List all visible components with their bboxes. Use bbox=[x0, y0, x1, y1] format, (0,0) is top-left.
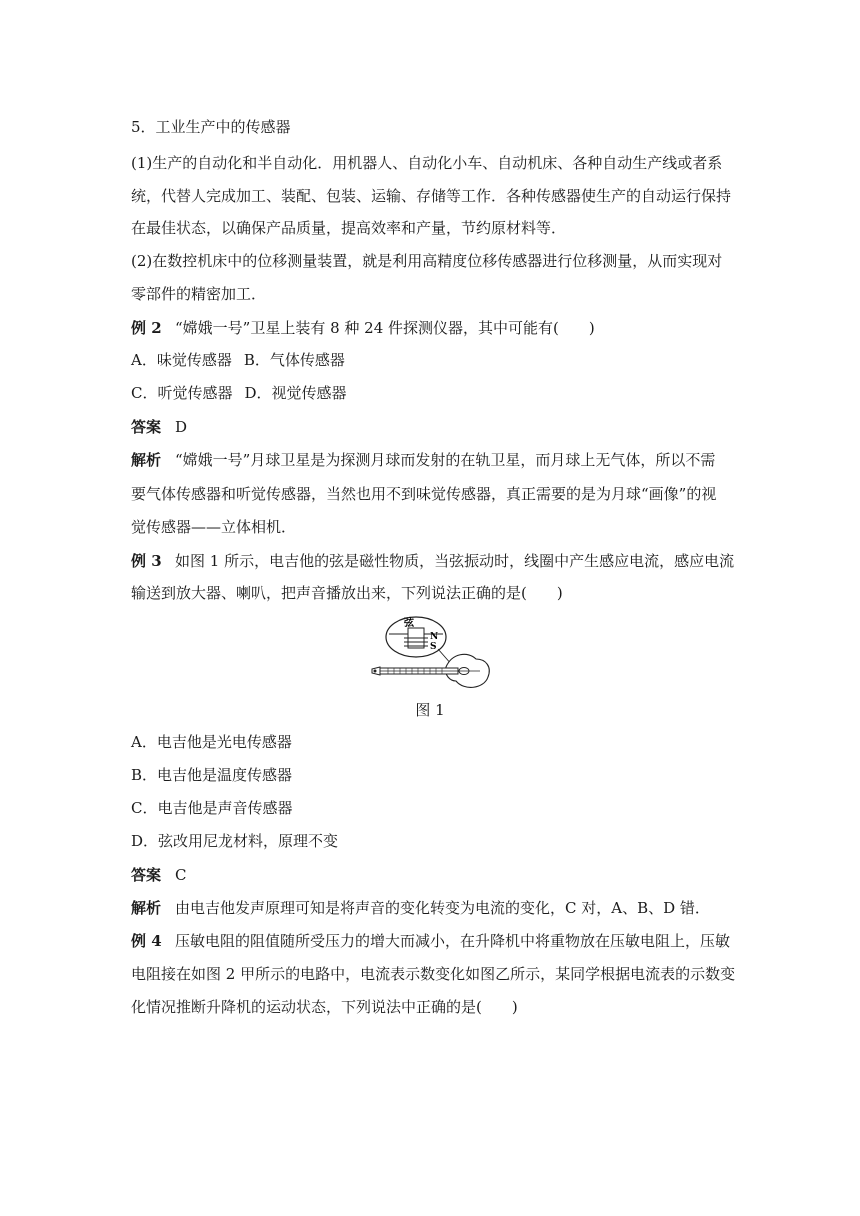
north-pole-label: N bbox=[430, 632, 439, 642]
options-row bbox=[131, 383, 347, 403]
paragraph-line: 零部件的精密加工． bbox=[131, 285, 267, 303]
example-3-question bbox=[131, 551, 734, 571]
paragraph-line: (2)在数控机床中的位移测量装置，就是利用高精度位移传感器进行位移测量，从而实现对 bbox=[131, 252, 723, 270]
option-c: C．电吉他是声音传感器 bbox=[131, 799, 293, 817]
question-line: 电阻接在如图 2 甲所示的电路中，电流表示数变化如图乙所示，某同学根据电流表的示数变 bbox=[131, 965, 736, 983]
question-line: 输送到放大器、喇叭，把声音播放出来，下列说法正确的是( ) bbox=[131, 584, 563, 602]
section-heading: 5．工业生产中的传感器 bbox=[131, 118, 291, 136]
analysis-label: 解析 bbox=[131, 899, 162, 917]
analysis-line bbox=[131, 450, 715, 470]
example-4-question bbox=[131, 931, 730, 951]
question-text: “嫦娥一号”卫星上装有 8 种 24 件探测仪器，其中可能有( ) bbox=[175, 319, 595, 337]
answer-value: D bbox=[175, 418, 188, 436]
question-text: 如图 1 所示，电吉他的弦是磁性物质，当弦振动时，线圈中产生感应电流，感应电流 bbox=[175, 552, 735, 570]
option-a: A．电吉他是光电传感器 bbox=[131, 733, 292, 751]
south-pole-label: S bbox=[430, 642, 437, 652]
option-a: A．味觉传感器 bbox=[131, 351, 232, 369]
answer-label: 答案 bbox=[131, 866, 162, 884]
example-2-question bbox=[131, 318, 595, 338]
analysis-line bbox=[131, 898, 710, 918]
analysis-line: 觉传感器——立体相机． bbox=[131, 518, 297, 536]
question-line: 化情况推断升降机的运动状态，下列说法中正确的是( ) bbox=[131, 998, 518, 1016]
option-d: D．视觉传感器 bbox=[244, 384, 347, 402]
paragraph-line: (1)生产的自动化和半自动化．用机器人、自动化小车、自动机床、各种自动生产线或者系 bbox=[131, 154, 723, 172]
string-label: 弦 bbox=[404, 618, 414, 629]
option-c: C．听觉传感器 bbox=[131, 384, 233, 402]
example-label: 例 4 bbox=[131, 932, 162, 950]
answer-line bbox=[131, 417, 187, 437]
electric-guitar-figure bbox=[368, 615, 492, 691]
analysis-text: “嫦娥一号”月球卫星是为探测月球而发射的在轨卫星，而月球上无气体，所以不需 bbox=[175, 451, 716, 469]
paragraph-line: 统，代替人完成加工、装配、包装、运输、存储等工作．各种传感器使生产的自动运行保持 bbox=[131, 187, 732, 205]
answer-label: 答案 bbox=[131, 418, 162, 436]
paragraph-line: 在最佳状态，以确保产品质量，提高效率和产量，节约原材料等． bbox=[131, 219, 567, 237]
example-label: 例 2 bbox=[131, 319, 162, 337]
figure-caption: 图 1 bbox=[415, 701, 445, 719]
analysis-label: 解析 bbox=[131, 451, 162, 469]
example-label: 例 3 bbox=[131, 552, 162, 570]
question-text: 压敏电阻的阻值随所受压力的增大而减小，在升降机中将重物放在压敏电阻上，压敏 bbox=[175, 932, 731, 950]
option-b: B．气体传感器 bbox=[243, 351, 345, 369]
option-b: B．电吉他是温度传感器 bbox=[131, 766, 293, 784]
analysis-text: 由电吉他发声原理可知是将声音的变化转变为电流的变化，C 对，A、B、D 错． bbox=[175, 899, 710, 917]
options-row bbox=[131, 350, 345, 370]
option-d: D．弦改用尼龙材料，原理不变 bbox=[131, 832, 339, 850]
analysis-line: 要气体传感器和听觉传感器，当然也用不到味觉传感器，真正需要的是为月球“画像”的视 bbox=[131, 485, 717, 503]
answer-line bbox=[131, 865, 186, 885]
answer-value: C bbox=[175, 866, 187, 884]
